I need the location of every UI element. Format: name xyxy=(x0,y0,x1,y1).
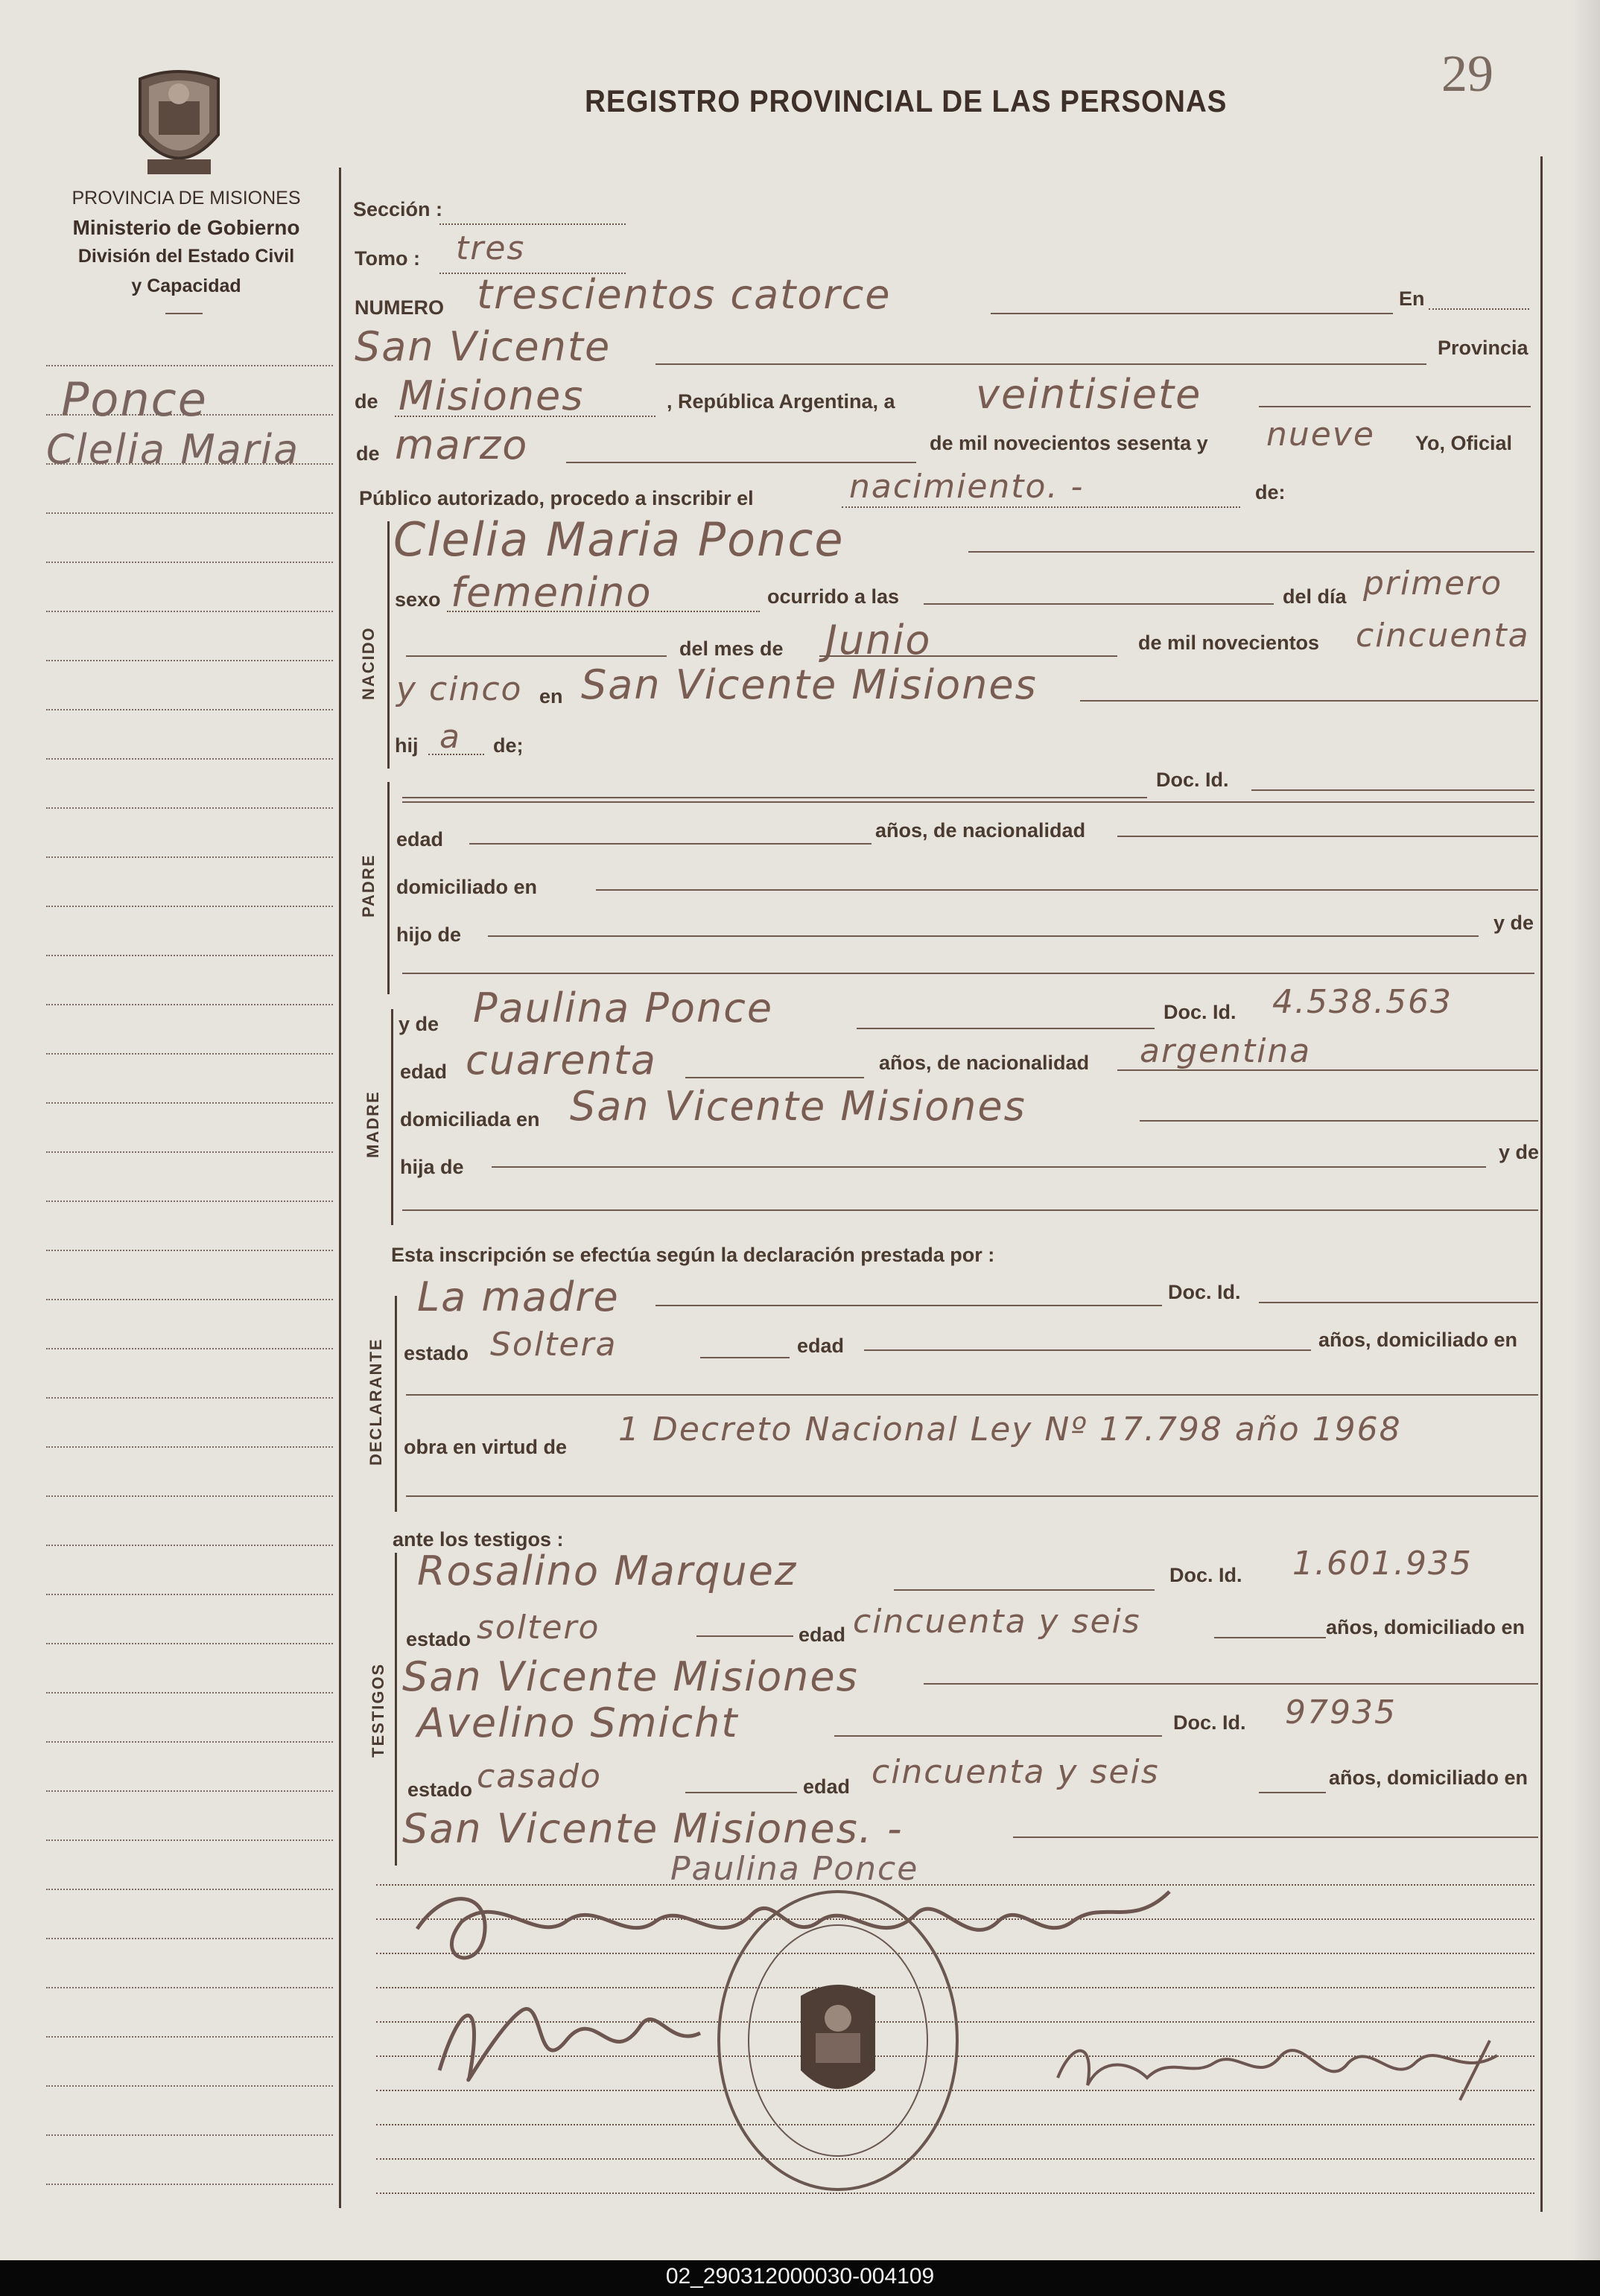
margin-rule-line xyxy=(46,2134,333,2136)
numero-label: NUMERO xyxy=(355,296,444,319)
dia-inscripcion-field xyxy=(1259,406,1531,407)
publico-label: Público autorizado, procedo a inscribir el xyxy=(359,487,754,509)
mes-value: Junio xyxy=(825,617,932,664)
margin-rule-line xyxy=(46,1889,333,1890)
de-mil-nov-label: de mil novecientos xyxy=(1138,632,1320,654)
margin-rule-line xyxy=(46,1987,333,1988)
t2-doc-value: 97935 xyxy=(1285,1694,1397,1731)
nombre-value: Clelia Maria Ponce xyxy=(393,512,845,567)
padre-nombre-field xyxy=(402,797,1147,798)
t2-estado-label: estado xyxy=(407,1778,473,1801)
tomo-label: Tomo : xyxy=(355,247,420,270)
margin-rule-line xyxy=(46,1397,333,1399)
madre-rule xyxy=(391,1009,393,1225)
madre-nombre-field xyxy=(857,1028,1155,1029)
nacido-rule xyxy=(387,521,390,769)
madre-nac-value: argentina xyxy=(1140,1032,1312,1070)
madre-y-de-label: y de xyxy=(399,1013,439,1035)
padre-dom-field xyxy=(596,889,1538,891)
t1-estado-field xyxy=(696,1635,793,1637)
margin-rule-line xyxy=(46,1348,333,1349)
obra-value: 1 Decreto Nacional Ley Nº 17.798 año 1968 xyxy=(618,1411,1402,1448)
margin-rule-line xyxy=(46,660,333,661)
header-divider xyxy=(165,313,203,314)
pre-mes-field xyxy=(406,655,667,657)
margin-rule-line xyxy=(46,1299,333,1300)
page-edge-shadow xyxy=(1570,0,1600,2260)
madre-anos-label: años, de nacionalidad xyxy=(879,1052,1090,1074)
right-form-rule xyxy=(1540,156,1543,2212)
en-field xyxy=(1429,308,1529,310)
padre-extra-field xyxy=(402,973,1534,974)
margin-rule-line xyxy=(46,1004,333,1005)
margin-rule-line xyxy=(46,709,333,710)
madre-doc-value: 4.538.563 xyxy=(1272,983,1453,1021)
dia-value: primero xyxy=(1363,565,1503,602)
padre-nac-field xyxy=(1117,836,1538,837)
margin-rule-line xyxy=(46,955,333,956)
declarante-field xyxy=(655,1305,1162,1306)
t2-edad-value: cincuenta y seis xyxy=(872,1753,1160,1791)
lugar-field xyxy=(655,363,1426,365)
division-label: División del Estado Civil xyxy=(77,246,295,267)
margin-rule-line xyxy=(46,1938,333,1939)
padre-extra-line xyxy=(402,801,1534,803)
margin-rule-line xyxy=(46,1201,333,1202)
de2-label: de xyxy=(356,442,380,465)
testigos-side-label: TESTIGOS xyxy=(369,1662,387,1758)
declarante-dom-field xyxy=(406,1394,1538,1396)
margin-rule-line xyxy=(46,1545,333,1546)
padre-rule xyxy=(387,782,390,994)
t2-nombre-field xyxy=(834,1735,1162,1737)
margin-rule-line xyxy=(46,463,333,465)
t1-estado-label: estado xyxy=(406,1628,472,1650)
declarante-edad-field xyxy=(864,1349,1311,1351)
margin-rule-line xyxy=(46,1741,333,1743)
provincia-label: Provincia xyxy=(1438,337,1528,359)
margin-rule-line xyxy=(46,1250,333,1251)
official-stamp-icon xyxy=(711,1884,965,2197)
madre-edad-value: cuarenta xyxy=(466,1037,657,1084)
de-colon-label: de: xyxy=(1255,481,1286,503)
madre-nombre-value: Paulina Ponce xyxy=(473,985,774,1031)
margin-given-names: Clelia Maria xyxy=(46,426,300,473)
t2-anos-label: años, domiciliado en xyxy=(1329,1766,1528,1789)
t1-nombre-value: Rosalino Marquez xyxy=(417,1548,798,1594)
madre-doc-label: Doc. Id. xyxy=(1164,1001,1236,1023)
sexo-value: femenino xyxy=(451,569,653,616)
declarante-estado-label: estado xyxy=(404,1342,469,1364)
margin-rule-line xyxy=(46,2184,333,2185)
yo-oficial-label: Yo, Oficial xyxy=(1415,432,1513,454)
hij-field xyxy=(428,754,484,755)
padre-y-de-label: y de xyxy=(1493,912,1534,934)
t1-dom-field xyxy=(924,1683,1538,1685)
margin-rule-line xyxy=(46,856,333,858)
hij-de-label: de; xyxy=(493,734,524,757)
tomo-value: tres xyxy=(456,229,526,267)
lugar-nac-value: San Vicente Misiones xyxy=(581,661,1038,708)
margin-rule-line xyxy=(46,1790,333,1792)
anio-b-value: y cinco xyxy=(396,670,523,708)
margin-rule-line xyxy=(46,1839,333,1841)
obra-label: obra en virtud de xyxy=(404,1436,568,1458)
madre-hija-label: hija de xyxy=(400,1156,464,1178)
declarante-doc-label: Doc. Id. xyxy=(1168,1281,1241,1303)
t2-edad-label: edad xyxy=(803,1775,851,1798)
t2-nombre-value: Avelino Smicht xyxy=(417,1699,739,1746)
t2-edad-field xyxy=(1259,1792,1326,1793)
acto-value: nacimiento. - xyxy=(849,468,1085,506)
madre-side-label: MADRE xyxy=(364,1090,382,1158)
hij-label: hij xyxy=(395,734,419,757)
t1-dom-value: San Vicente Misiones xyxy=(402,1653,859,1700)
declarante-side-label: DECLARANTE xyxy=(366,1338,385,1466)
esta-inscripcion-label: Esta inscripción se efectúa según la declaración prestada por : xyxy=(391,1244,995,1266)
madre-edad-field xyxy=(685,1077,864,1078)
madre-extra-field xyxy=(402,1209,1538,1211)
t1-nombre-field xyxy=(894,1589,1155,1591)
padre-doc-field xyxy=(1251,789,1534,791)
anio-inscripcion-value: nueve xyxy=(1266,416,1375,454)
t2-estado-value: casado xyxy=(477,1758,602,1796)
padre-doc-label: Doc. Id. xyxy=(1156,769,1229,791)
del-dia-label: del día xyxy=(1283,585,1347,608)
t1-estado-value: soltero xyxy=(477,1609,600,1647)
padre-edad-label: edad xyxy=(396,828,444,850)
oficial-signature-right xyxy=(1043,2011,1520,2115)
document-title: REGISTRO PROVINCIAL DE LAS PERSONAS xyxy=(585,83,1228,118)
padre-side-label: PADRE xyxy=(359,853,378,918)
provincia-value: Misiones xyxy=(399,372,585,419)
sexo-field xyxy=(447,611,760,612)
obra-extra-field xyxy=(406,1495,1538,1497)
capacity-label: y Capacidad xyxy=(131,276,241,296)
padre-anos-label: años, de nacionalidad xyxy=(875,819,1086,842)
declarante-rule xyxy=(395,1296,397,1512)
acto-field xyxy=(842,506,1240,508)
madre-hija-field xyxy=(492,1166,1486,1168)
margin-rule-line xyxy=(46,1643,333,1644)
margin-rule-line xyxy=(46,1594,333,1595)
madre-dom-value: San Vicente Misiones xyxy=(570,1083,1026,1130)
nacido-side-label: NACIDO xyxy=(359,626,378,700)
declarante-estado-field xyxy=(700,1357,790,1358)
declarante-edad-label: edad xyxy=(797,1335,845,1357)
province-label: PROVINCIA DE MISIONES xyxy=(72,188,301,209)
t1-edad-field xyxy=(1214,1637,1326,1638)
en-label: En xyxy=(1399,287,1425,310)
margin-rule-line xyxy=(46,562,333,563)
page-number: 29 xyxy=(1441,45,1493,103)
t1-edad-label: edad xyxy=(799,1624,846,1646)
margin-rule-line xyxy=(46,1495,333,1497)
margin-rule-line xyxy=(46,1446,333,1448)
left-form-rule xyxy=(339,168,341,2208)
sexo-label: sexo xyxy=(395,588,441,611)
t2-dom-value: San Vicente Misiones. - xyxy=(402,1805,904,1852)
margin-rule-line xyxy=(46,906,333,907)
margin-rule-line xyxy=(46,1102,333,1104)
en-lugar-label: en xyxy=(539,685,563,707)
lugar-nac-field xyxy=(1080,700,1538,702)
margin-rule-line xyxy=(46,611,333,612)
coat-of-arms-icon xyxy=(125,64,233,183)
ocurrido-label: ocurrido a las xyxy=(767,585,900,608)
dia-inscripcion-value: veintisiete xyxy=(976,371,1202,418)
declarante-estado-value: Soltera xyxy=(490,1326,618,1364)
padre-hijo-label: hijo de xyxy=(396,923,461,946)
anio-a-value: cincuenta xyxy=(1356,617,1530,655)
margin-rule-line xyxy=(46,807,333,809)
mes-inscripcion-value: marzo xyxy=(395,422,529,468)
t1-edad-value: cincuenta y seis xyxy=(853,1603,1141,1641)
mes-inscripcion-field xyxy=(566,462,916,463)
padre-edad-field xyxy=(469,843,872,845)
margin-rule-line xyxy=(46,512,333,514)
padre-dom-label: domiciliado en xyxy=(396,876,538,898)
t1-anos-label: años, domiciliado en xyxy=(1326,1616,1526,1638)
madre-nac-field xyxy=(1117,1069,1538,1071)
declarante-value: La madre xyxy=(417,1273,620,1320)
testigos-rule xyxy=(395,1553,397,1866)
madre-dom-label: domiciliada en xyxy=(400,1108,540,1130)
t1-doc-value: 1.601.935 xyxy=(1292,1545,1473,1583)
t2-doc-label: Doc. Id. xyxy=(1173,1711,1246,1734)
mes-field xyxy=(819,655,1117,657)
ministry-label: Ministerio de Gobierno xyxy=(72,216,300,239)
margin-rule-line xyxy=(46,2036,333,2038)
t1-doc-label: Doc. Id. xyxy=(1169,1564,1242,1586)
nombre-field xyxy=(968,551,1534,553)
seccion-field xyxy=(439,223,626,225)
del-mes-label: del mes de xyxy=(679,637,784,660)
madre-y-de2-label: y de xyxy=(1499,1141,1540,1163)
hij-value: a xyxy=(439,718,461,756)
declarante-doc-field xyxy=(1259,1302,1538,1303)
numero-field xyxy=(991,313,1393,314)
margin-rule-line xyxy=(46,758,333,760)
oficial-signature-left xyxy=(417,1981,715,2100)
margin-rule-line xyxy=(46,414,333,416)
de-label: de xyxy=(355,390,378,413)
margin-rule-line xyxy=(46,2085,333,2087)
republica-label: , República Argentina, a xyxy=(667,390,895,413)
de-mil-label: de mil novecientos sesenta y xyxy=(930,432,1208,454)
margin-rule-line xyxy=(46,1692,333,1694)
margin-rule-line xyxy=(46,365,333,366)
madre-signature-name: Paulina Ponce xyxy=(670,1850,919,1888)
lugar-value: San Vicente xyxy=(355,323,612,370)
ocurrido-field xyxy=(924,603,1274,605)
footer-id: 02_290312000030-004109 xyxy=(665,2264,935,2289)
padre-hijo-field xyxy=(488,935,1479,937)
ante-testigos-label: ante los testigos : xyxy=(393,1528,564,1551)
declarante-anos-label: años, domiciliado en xyxy=(1318,1329,1518,1351)
t2-estado-field xyxy=(685,1792,797,1793)
madre-dom-field xyxy=(1140,1120,1538,1122)
t2-dom-field xyxy=(1013,1837,1538,1838)
seccion-label: Sección : xyxy=(353,198,443,220)
margin-surname: Ponce xyxy=(61,372,208,427)
madre-edad-label: edad xyxy=(400,1060,448,1083)
numero-value: trescientos catorce xyxy=(477,271,892,318)
margin-rule-line xyxy=(46,1053,333,1055)
margin-rule-line xyxy=(46,1151,333,1153)
provincia-field xyxy=(395,416,655,417)
